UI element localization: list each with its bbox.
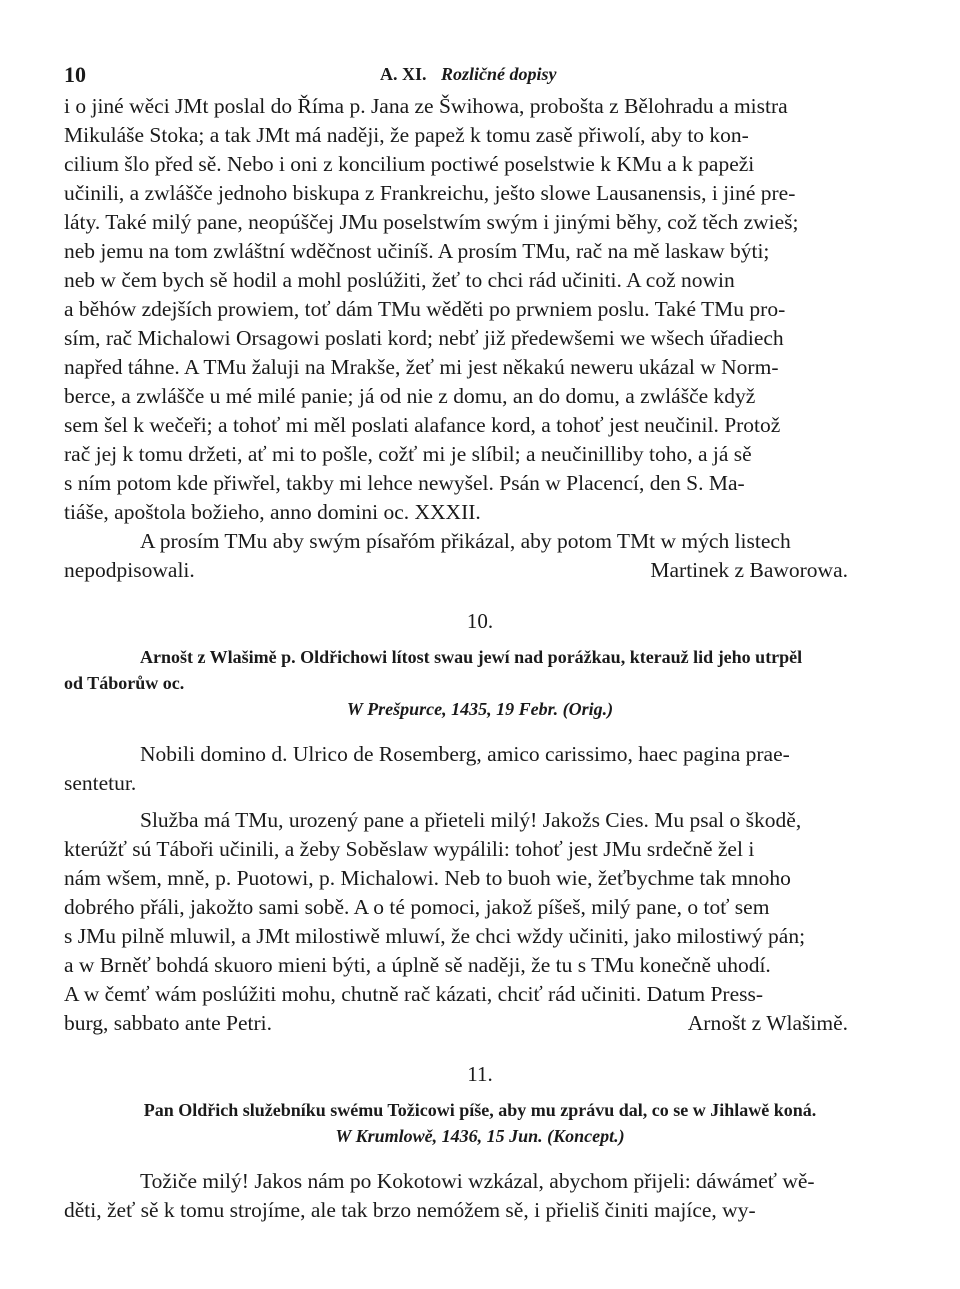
body-line: cilium šlo před sě. Nebo i oni z koncilium poctiwé poselstwie k KMu a k papeži bbox=[64, 152, 755, 176]
running-head-title bbox=[380, 64, 557, 85]
dateline: W Krumlowě, 1436, 15 Jun. (Koncept.) bbox=[335, 1126, 625, 1146]
body-line: A w čemť wám poslúžiti mohu, chutně rač kázati, chciť rád učiniti. Datum Press- bbox=[64, 982, 764, 1006]
document-page bbox=[64, 52, 896, 1225]
letter-9-body bbox=[64, 92, 896, 556]
body-line: a w Brněť bohdá skuoro mienі býti, a úplně sě naději, že tu s TMu konečně uhodí. bbox=[64, 953, 771, 977]
body-line: tiáše, apoštola božieho, anno domini oc. XXXII. bbox=[64, 500, 481, 524]
body-line: láty. Také milý pane, neopúščej JMu poselstwím swým i jinými běhy, což těch zwieš; bbox=[64, 210, 799, 234]
body-line: Tožiče milý! Jakos nám po Kokotowi wzkázal, abychom přijeli: dáwámeť wě- bbox=[140, 1169, 815, 1193]
body-line: s JMu pilně mluwil, a JMt milostiwě mluwí, že chci wždy učiniti, jako milostiwý pán; bbox=[64, 924, 806, 948]
regest-line: od Táborůw oc. bbox=[64, 673, 185, 693]
letter-10-body bbox=[64, 806, 896, 1009]
body-line: sím, rač Michalowi Orsagowi poslati kord; nebť již předewšemi we wšech úřadiech bbox=[64, 326, 784, 350]
signature: Arnošt z Wlašimě. bbox=[687, 1011, 848, 1035]
document-number: 10. bbox=[466, 609, 494, 633]
letter-11-body bbox=[64, 1167, 896, 1225]
running-head bbox=[64, 52, 896, 92]
body-line: berce, a zwlášče u mé milé panie; já od nie z domu, an do domu, a zwlášče když bbox=[64, 384, 756, 408]
body-line: dobrého přáli, jakožto sami sobě. A o té pomoci, jakož píšeš, milý pane, o toť sem bbox=[64, 895, 770, 919]
page-number: 10 bbox=[64, 62, 86, 87]
body-line: děti, žeť sě k tomu strojíme, ale tak brzo nemóžem sě, i přieliš činiti majíce, wy- bbox=[64, 1198, 756, 1222]
document-number: 11. bbox=[467, 1062, 493, 1086]
regest-line: Pan Oldřich služebníku swému Tožicowi píše, aby mu zprávu dal, co se w Jihlawě koná. bbox=[143, 1100, 817, 1120]
body-line: sem šel k wečeři; a tohoť mi měl poslati alafance kord, a tohoť jest neučinil. Protož bbox=[64, 413, 781, 437]
letter-10-address bbox=[64, 740, 896, 798]
body-line: učinili, a zwlášče jednoho biskupa z Frankreichu, ješto slowe Lausanensis, i jiné pre- bbox=[64, 181, 796, 205]
postscript-line: A prosím TMu aby swým písařóm přikázal, aby potom TMt w mých listech bbox=[140, 529, 791, 553]
closing-text: burg, sabbato ante Petri. bbox=[64, 1011, 272, 1035]
body-line: Služba má TMu, urozený pane a přieteli milý! Jakožs Cies. Mu psal o škodě, bbox=[140, 808, 802, 832]
chapter-title: Rozličné dopisy bbox=[441, 64, 557, 84]
letter-9-closing bbox=[64, 556, 896, 585]
regest-line: Arnošt z Wlašimě p. Oldřichowi lítost swau jewí nad porážkau, kterauž lid jeho utrpěl bbox=[140, 647, 803, 667]
body-line: s ním potom kde přiwřel, takby mi lehce newyšel. Psán w Placencí, den S. Ma- bbox=[64, 471, 745, 495]
dateline: W Prešpurce, 1435, 19 Febr. (Orig.) bbox=[346, 699, 614, 719]
section-label: A. XI. bbox=[380, 64, 427, 84]
body-line: napřed táhne. A TMu žaluji na Mrakše, žeť mi jest někakú neweru ukázal w Norm- bbox=[64, 355, 779, 379]
closing-text: nepodpisowali. bbox=[64, 558, 195, 582]
body-line: i o jiné wěci JMt poslal do Říma p. Jana ze Šwihowa, probošta z Bělohradu a mistra bbox=[64, 94, 788, 118]
address-line: Nobili domino d. Ulrico de Rosemberg, amico carissimo, haec pagina prae- bbox=[140, 742, 790, 766]
body-line: rač jej k tomu držeti, ať mi to pošle, cožť mi je slíbil; a neučinilliby toho, a já sě bbox=[64, 442, 752, 466]
body-line: Mikuláše Stoka; a tak JMt má naději, že papež k tomu zasě přiwolí, aby to kon- bbox=[64, 123, 749, 147]
signature: Martinek z Baworowa. bbox=[650, 558, 848, 582]
body-line: neb w čem bych sě hodil a mohl poslúžiti, žeť to chci rád učiniti. A což nowin bbox=[64, 268, 735, 292]
letter-10-closing bbox=[64, 1009, 896, 1038]
address-line: sentetur. bbox=[64, 771, 137, 795]
body-line: neb jemu na tom zwláštní wděčnost učiníš. A prosím TMu, rač na mě laskaw býti; bbox=[64, 239, 770, 263]
body-line: a běhów zdejších prowiem, toť dám TMu wěděti po prwniem poslu. Také TMu pro- bbox=[64, 297, 786, 321]
body-line: kterúžť sú Táboři učinili, a žeby Soběslaw wypálili: tohoť jest JMu srdečně žel i bbox=[64, 837, 755, 861]
body-line: nám wšem, mně, p. Puotowi, p. Michalowi. Neb to buoh wie, žeťbychme tak mnoho bbox=[64, 866, 791, 890]
